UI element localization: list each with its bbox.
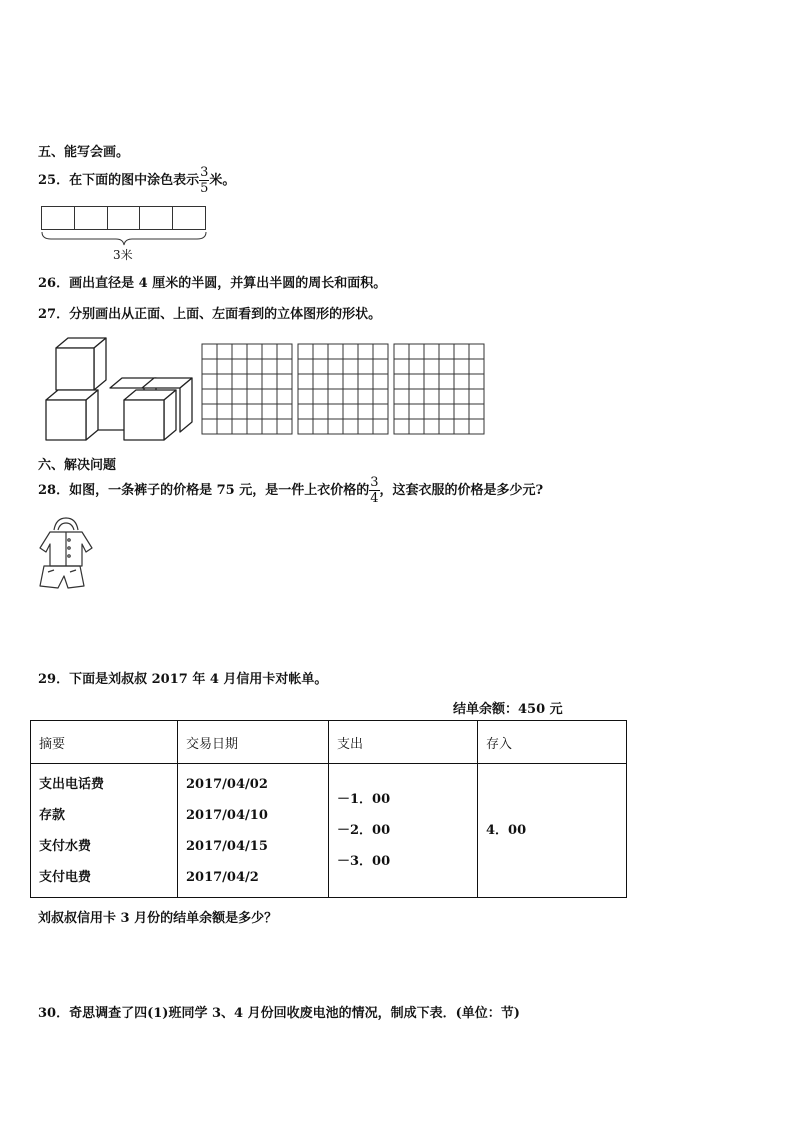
question-29: 29．下面是刘叔叔 2017 年 4 月信用卡对帐单。 bbox=[38, 672, 328, 687]
date-cell bbox=[178, 764, 329, 898]
q25-brace bbox=[41, 231, 207, 247]
q25-strip bbox=[41, 206, 206, 230]
deposit-item: 4．00 bbox=[486, 823, 527, 838]
strip-cell bbox=[42, 207, 75, 229]
q28-frac-numerator: 3 bbox=[370, 475, 379, 490]
statement-table bbox=[30, 720, 627, 898]
q25-prefix: 25．在下面的图中涂色表示 bbox=[38, 173, 200, 188]
expense-item: －3．00 bbox=[337, 854, 391, 869]
summary-cell bbox=[31, 764, 178, 898]
date-item: 2017/04/10 bbox=[186, 807, 268, 823]
question-27: 27．分别画出从正面、上面、左面看到的立体图形的形状。 bbox=[38, 307, 382, 322]
date-item: 2017/04/2 bbox=[186, 869, 259, 885]
header-deposit: 存入 bbox=[478, 721, 627, 764]
table-row bbox=[31, 764, 627, 898]
cube-figure bbox=[44, 336, 194, 444]
section-five-heading: 五、能写会画。 bbox=[38, 145, 130, 160]
strip-cell bbox=[140, 207, 173, 229]
q28-suffix: ，这套衣服的价格是多少元? bbox=[379, 483, 544, 498]
deposit-cell bbox=[478, 764, 627, 898]
summary-item: 支付水费 bbox=[39, 838, 92, 854]
header-date: 交易日期 bbox=[178, 721, 329, 764]
grid-left bbox=[394, 344, 484, 434]
q28-prefix: 28．如图，一条裤子的价格是 75 元，是一件上衣价格的 bbox=[38, 483, 370, 498]
section-six-heading: 六、解决问题 bbox=[38, 458, 117, 473]
grid-front bbox=[202, 344, 292, 434]
q25-frac-numerator: 3 bbox=[200, 165, 209, 180]
table-header-row bbox=[31, 721, 627, 764]
date-item: 2017/04/15 bbox=[186, 838, 268, 854]
header-expense: 支出 bbox=[329, 721, 478, 764]
q25-fraction bbox=[199, 166, 209, 195]
question-30: 30．奇思调查了四(1)班同学 3、4 月份回收废电池的情况，制成下表．(单位：节) bbox=[38, 1006, 520, 1021]
drawing-grids bbox=[200, 342, 490, 436]
question-25 bbox=[38, 166, 235, 196]
grid-top bbox=[298, 344, 388, 434]
question-29-ask: 刘叔叔信用卡 3 月份的结单余额是多少？ bbox=[38, 911, 278, 926]
statement-balance: 结单余额：450 元 bbox=[453, 702, 563, 717]
question-26: 26．画出直径是 4 厘米的半圆，并算出半圆的周长和面积。 bbox=[38, 276, 387, 291]
summary-item: 支出电话费 bbox=[39, 776, 105, 792]
q28-frac-denominator: 4 bbox=[370, 491, 379, 506]
expense-item: －2．00 bbox=[337, 823, 391, 838]
header-summary: 摘要 bbox=[31, 721, 178, 764]
summary-item: 存款 bbox=[39, 807, 66, 823]
q25-brace-label: 3米 bbox=[113, 248, 133, 262]
summary-item: 支付电费 bbox=[39, 869, 92, 885]
clothes-icon bbox=[36, 516, 98, 590]
expense-item: －1．00 bbox=[337, 792, 391, 807]
q28-fraction bbox=[369, 476, 379, 505]
expense-cell bbox=[329, 764, 478, 898]
strip-cell bbox=[75, 207, 108, 229]
q25-suffix: 米。 bbox=[209, 173, 236, 188]
strip-cell bbox=[173, 207, 205, 229]
date-item: 2017/04/02 bbox=[186, 776, 268, 792]
strip-cell bbox=[108, 207, 141, 229]
question-28 bbox=[38, 476, 543, 506]
q25-frac-denominator: 5 bbox=[200, 181, 209, 196]
